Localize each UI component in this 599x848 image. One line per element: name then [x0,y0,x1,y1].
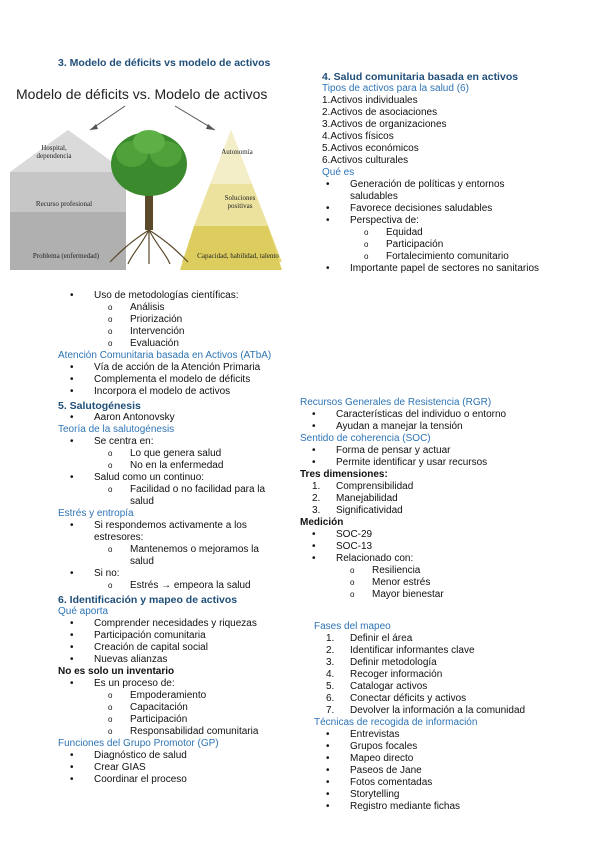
list-item: • Relacionado con: [300,553,560,565]
asset-level-2: Soluciones positivas [224,194,256,210]
list-item: • Diagnóstico de salud [58,750,298,762]
medicion-list [300,529,560,601]
left-column [58,290,298,786]
estres-list [58,520,298,592]
section-3-title: 3. Modelo de déficits vs modelo de activos [58,57,271,69]
list-item: • Fotos comentadas [314,777,564,789]
list-item: 2. Manejabilidad [312,493,398,504]
list-item: • SOC-29 [300,529,560,541]
list-subitem: o Estrés → empeora la salud [58,580,298,592]
list-item: • Se centra en: [58,436,298,448]
diagram-graphic [10,102,288,270]
right-column-top [322,71,552,275]
list-subitem: o Facilidad o no facilidad para la salud [58,484,280,508]
asset-level-1: Autonomía [221,148,253,156]
list-item: 2.Activos de asociaciones [322,107,438,118]
list-item: 4.Activos físicos [322,131,394,142]
list-item: • Grupos focales [314,741,564,753]
list-item: • Aaron Antonovsky [58,412,298,424]
list-item: • Salud como un continuo: [58,472,298,484]
list-subitem: o Evaluación [58,338,298,350]
list-item: 4. Recoger información [326,669,443,680]
aporta-title: Qué aporta [58,606,109,617]
list-item: • Comprender necesidades y riquezas [58,618,298,630]
list-item: • Generación de políticas y entornos saludables [314,179,530,203]
gp-list [58,750,298,786]
list-item: • Complementa el modelo de déficits [58,374,298,386]
list-subitem: o Intervención [58,326,298,338]
list-item: 6. Conectar déficits y activos [326,693,467,704]
tipos-title: Tipos de activos para la salud (6) [322,83,469,94]
list-item: 1.Activos individuales [322,95,418,106]
inventario-title: No es solo un inventario [58,666,175,677]
list-item: • SOC-13 [300,541,560,553]
deficits-vs-assets-diagram [10,82,288,270]
list-item: • Storytelling [314,789,564,801]
fases-title: Fases del mapeo [314,621,391,632]
list-item: 2. Identificar informantes clave [326,645,475,656]
list-item: • Uso de metodologías científicas: [58,290,298,302]
list-subitem: o Análisis [58,302,298,314]
tres-list [300,481,560,517]
list-item: • Nuevas alianzas [58,654,298,666]
list-item: • Participación comunitaria [58,630,298,642]
tipos-list [322,95,552,167]
list-item: • Vía de acción de la Atención Primaria [58,362,298,374]
quees-title: Qué es [322,167,355,178]
aporta-list [58,618,298,666]
list-item: • Mapeo directo [314,753,564,765]
list-item: • Si respondemos activamente a los estresores: [58,520,264,544]
tecnicas-list [314,729,564,813]
methodology-list [58,290,298,350]
list-item: • Características del individuo o entorno [300,409,560,421]
list-item: 3. Significatividad [312,505,403,516]
list-subitem: o Fortalecimiento comunitario [314,251,552,263]
section-5-title: 5. Salutogénesis [58,400,141,412]
list-subitem: o Priorización [58,314,298,326]
list-item: • Es un proceso de: [58,678,298,690]
deficit-level-3: Problema (enfermedad) [32,252,100,260]
quees-list [314,179,552,275]
list-item: • Entrevistas [314,729,564,741]
list-item: 3. Definir metodología [326,657,437,668]
atba-list [58,362,298,398]
deficit-level-2: Recurso profesional [35,200,93,208]
list-item: 5. Catalogar activos [326,681,428,692]
list-subitem: o Mayor bienestar [300,589,560,601]
list-subitem: o Participación [314,239,552,251]
list-subitem: o Menor estrés [300,577,560,589]
atba-title: Atención Comunitaria basada en Activos (ATbA) [58,350,272,361]
list-subitem: o Resiliencia [300,565,560,577]
list-item: • Crear GIAS [58,762,298,774]
list-item: 7. Devolver la información a la comunidad [326,705,526,716]
soc-list [300,445,560,469]
list-item: • Favorece decisiones saludables [314,203,552,215]
teoria-list [58,436,298,508]
section-6-title: 6. Identificación y mapeo de activos [58,594,238,606]
right-column-bottom [300,397,560,601]
list-item: • Creación de capital social [58,642,298,654]
asset-level-3: Capacidad, habilidad, talento [197,252,279,260]
list-item: • Forma de pensar y actuar [300,445,560,457]
list-subitem: o Equidad [314,227,552,239]
gp-title: Funciones del Grupo Promotor (GP) [58,738,219,749]
inventario-list [58,678,298,738]
list-item: • Ayudan a manejar la tensión [300,421,560,433]
list-item: 1. Comprensibilidad [312,481,414,492]
rgr-list [300,409,560,433]
list-item: • Incorpora el modelo de activos [58,386,298,398]
list-subitem: o No en la enfermedad [58,460,298,472]
list-item: • Perspectiva de: [314,215,552,227]
list-subitem: o Participación [58,714,298,726]
estres-title: Estrés y entropía [58,508,134,519]
list-item: 1. Definir el área [326,633,413,644]
list-item: • Paseos de Jane [314,765,564,777]
list-item: 3.Activos de organizaciones [322,119,447,130]
list-subitem: o Empoderamiento [58,690,298,702]
fases-list [314,633,564,717]
tecnicas-title: Técnicas de recogida de información [314,717,478,728]
rgr-title: Recursos Generales de Resistencia (RGR) [300,397,492,408]
list-item: 5.Activos económicos [322,143,419,154]
list-item: • Registro mediante fichas [314,801,564,813]
soc-title: Sentido de coherencia (SOC) [300,433,431,444]
diagram-title: Modelo de déficits vs. Modelo de activos [16,86,268,102]
list-item: 6.Activos culturales [322,155,409,166]
list-item: • Permite identificar y usar recursos [300,457,560,469]
section-4-title: 4. Salud comunitaria basada en activos [322,71,519,83]
list-subitem: o Mantenemos o mejoramos la salud [58,544,280,568]
deficit-level-1: Hospital, dependencia [36,144,72,160]
s5-list [58,412,298,424]
teoria-title: Teoría de la salutogénesis [58,424,175,435]
list-item: • Importante papel de sectores no sanitarios [314,263,540,275]
right-column-mapeo [314,621,564,813]
tres-title: Tres dimensiones: [300,469,388,480]
list-item: • Coordinar el proceso [58,774,298,786]
list-subitem: o Responsabilidad comunitaria [58,726,298,738]
medicion-title: Medición [300,517,344,528]
list-item: • Si no: [58,568,298,580]
list-subitem: o Lo que genera salud [58,448,298,460]
list-subitem: o Capacitación [58,702,298,714]
